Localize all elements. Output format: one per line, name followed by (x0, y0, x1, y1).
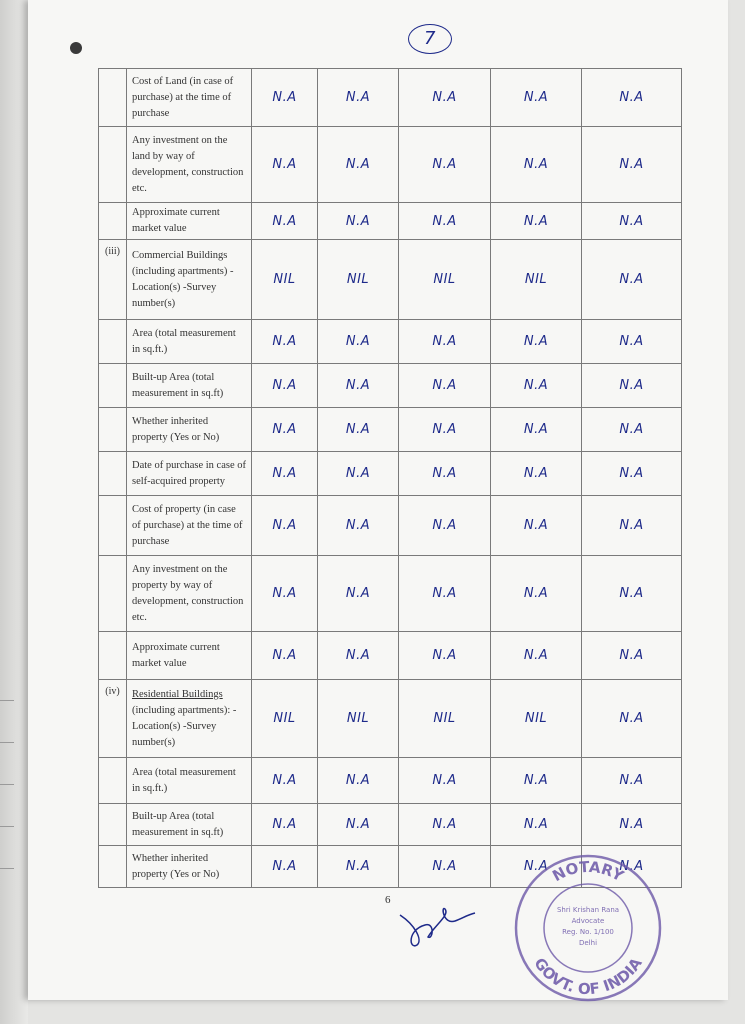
row-label: Approximate current market value (127, 203, 252, 240)
value-cell: N.A (582, 69, 682, 127)
value-cell: N.A (399, 69, 491, 127)
value-cell: N.A (491, 452, 582, 496)
value-cell: N.A (582, 408, 682, 452)
value-cell: N.A (491, 364, 582, 408)
value-cell: N.A (399, 452, 491, 496)
value-cell: N.A (252, 69, 318, 127)
value-cell: N.A (399, 496, 491, 556)
value-cell: N.A (318, 846, 399, 888)
value-cell: N.A (318, 758, 399, 804)
value-cell: N.A (318, 556, 399, 632)
table-row (99, 320, 682, 364)
row-number (99, 804, 127, 846)
table-row (99, 804, 682, 846)
table-row (99, 69, 682, 127)
stamp-inner-line: Reg. No. 1/100 (562, 928, 614, 936)
value-cell: N.A (318, 496, 399, 556)
handwritten-page-marker: 7 (408, 24, 452, 54)
table-row (99, 452, 682, 496)
value-cell: N.A (582, 680, 682, 758)
table-row (99, 127, 682, 203)
row-label: Cost of property (in case of purchase) at the time of purchase (127, 496, 252, 556)
stamp-inner-line: Advocate (571, 917, 605, 925)
value-cell: N.A (582, 846, 682, 888)
table-row (99, 632, 682, 680)
row-number (99, 758, 127, 804)
value-cell: N.A (318, 452, 399, 496)
row-label: Cost of Land (in case of purchase) at the time of purchase (127, 69, 252, 127)
row-number (99, 203, 127, 240)
value-cell: N.A (318, 69, 399, 127)
row-number (99, 632, 127, 680)
row-number (99, 556, 127, 632)
value-cell: N.A (318, 320, 399, 364)
value-cell: N.A (582, 496, 682, 556)
value-cell: N.A (252, 846, 318, 888)
value-cell: N.A (582, 452, 682, 496)
value-cell: N.A (491, 804, 582, 846)
value-cell: N.A (491, 556, 582, 632)
row-number (99, 408, 127, 452)
row-label: Whether inherited property (Yes or No) (127, 408, 252, 452)
value-cell: N.A (252, 758, 318, 804)
value-cell: NIL (318, 240, 399, 320)
row-label: Built-up Area (total measurement in sq.ft) (127, 364, 252, 408)
value-cell: N.A (252, 203, 318, 240)
value-cell: N.A (399, 632, 491, 680)
stamp-bottom-text: GOVT. OF INDIA (530, 954, 646, 999)
stamp-inner-line: Delhi (578, 939, 598, 947)
value-cell: NIL (399, 240, 491, 320)
notary-stamp (512, 852, 664, 1004)
value-cell: N.A (318, 632, 399, 680)
row-label: Whether inherited property (Yes or No) (127, 846, 252, 888)
value-cell: N.A (318, 804, 399, 846)
value-cell: N.A (399, 758, 491, 804)
value-cell: N.A (491, 127, 582, 203)
row-number (99, 364, 127, 408)
section-heading: Residential Buildings (132, 688, 223, 700)
table-row (99, 240, 682, 320)
footer-page-number: 6 (385, 894, 391, 906)
value-cell: N.A (582, 758, 682, 804)
value-cell: N.A (318, 408, 399, 452)
value-cell: N.A (399, 804, 491, 846)
value-cell: N.A (399, 408, 491, 452)
row-label: Built-up Area (total measurement in sq.ft) (127, 804, 252, 846)
table-row (99, 364, 682, 408)
row-number (99, 452, 127, 496)
value-cell: N.A (318, 203, 399, 240)
row-number (99, 496, 127, 556)
row-number (99, 127, 127, 203)
row-label: Approximate current market value (127, 632, 252, 680)
value-cell: N.A (582, 632, 682, 680)
property-table (98, 68, 682, 888)
value-cell: NIL (491, 680, 582, 758)
value-cell: NIL (252, 680, 318, 758)
row-label: Area (total measurement in sq.ft.) (127, 758, 252, 804)
value-cell: N.A (399, 320, 491, 364)
value-cell: N.A (491, 69, 582, 127)
svg-text:GOVT. OF INDIA (530, 954, 645, 998)
row-label: Area (total measurement in sq.ft.) (127, 320, 252, 364)
value-cell: N.A (399, 846, 491, 888)
row-number (99, 69, 127, 127)
table-row (99, 408, 682, 452)
value-cell: N.A (582, 364, 682, 408)
value-cell: N.A (582, 127, 682, 203)
value-cell: N.A (582, 320, 682, 364)
value-cell: N.A (252, 452, 318, 496)
row-label: Any investment on the land by way of development, construction etc. (127, 127, 252, 203)
value-cell: N.A (491, 408, 582, 452)
value-cell: N.A (252, 127, 318, 203)
value-cell: NIL (252, 240, 318, 320)
row-number (99, 846, 127, 888)
value-cell: N.A (582, 556, 682, 632)
value-cell: N.A (252, 364, 318, 408)
punch-hole (70, 42, 82, 54)
table-row (99, 496, 682, 556)
signature (395, 895, 480, 950)
value-cell: N.A (491, 203, 582, 240)
value-cell: NIL (318, 680, 399, 758)
value-cell: N.A (399, 364, 491, 408)
row-label: Date of purchase in case of self-acquired property (127, 452, 252, 496)
value-cell: N.A (399, 556, 491, 632)
row-number (99, 320, 127, 364)
value-cell: N.A (399, 127, 491, 203)
row-label: Commercial Buildings (including apartments) -Location(s) -Survey number(s) (127, 240, 252, 320)
row-label-text: (including apartments): -Location(s) -Survey number(s) (132, 704, 237, 748)
value-cell: N.A (582, 240, 682, 320)
value-cell: N.A (252, 496, 318, 556)
value-cell: N.A (582, 203, 682, 240)
value-cell: N.A (491, 758, 582, 804)
value-cell: NIL (399, 680, 491, 758)
value-cell: N.A (491, 846, 582, 888)
stamp-top-text: NOTARY (549, 857, 627, 886)
value-cell: N.A (252, 556, 318, 632)
value-cell: N.A (252, 632, 318, 680)
row-number: (iv) (99, 680, 127, 758)
value-cell: N.A (399, 203, 491, 240)
table-row (99, 680, 682, 758)
value-cell: N.A (318, 127, 399, 203)
row-number: (iii) (99, 240, 127, 320)
row-label (127, 680, 252, 758)
row-label: Any investment on the property by way of development, construction etc. (127, 556, 252, 632)
table-row (99, 203, 682, 240)
table-row (99, 758, 682, 804)
table-row (99, 556, 682, 632)
value-cell: N.A (491, 320, 582, 364)
value-cell: N.A (252, 320, 318, 364)
value-cell: N.A (491, 632, 582, 680)
value-cell: N.A (491, 496, 582, 556)
value-cell: N.A (252, 408, 318, 452)
value-cell: N.A (252, 804, 318, 846)
value-cell: N.A (582, 804, 682, 846)
binder-edge (0, 0, 28, 1024)
stamp-inner-line: Shri Krishan Rana (556, 906, 620, 914)
value-cell: NIL (491, 240, 582, 320)
value-cell: N.A (318, 364, 399, 408)
